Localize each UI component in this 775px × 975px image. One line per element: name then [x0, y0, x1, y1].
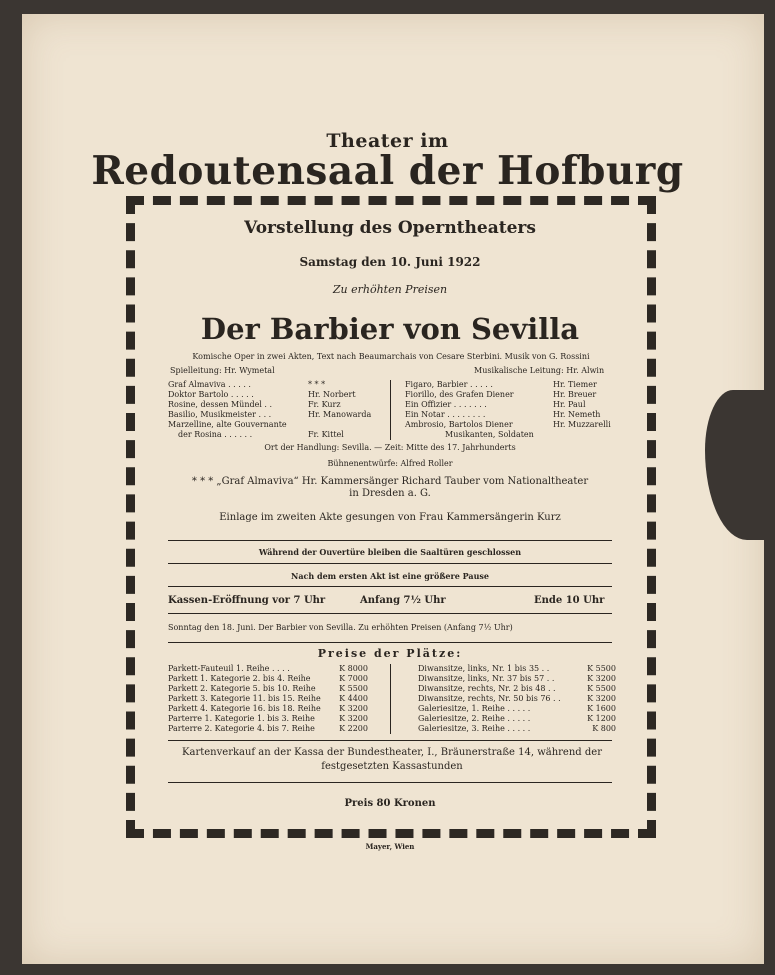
pause-notice: Nach dem ersten Akt ist eine größere Pause	[291, 571, 489, 581]
cast-divider	[390, 380, 391, 440]
cast-right-list	[405, 380, 615, 440]
cast-row: Rosine, dessen Mündel . . Fr. Kurz	[168, 400, 341, 409]
insert-note: Einlage im zweiten Akte gesungen von Frau Kammersängerin Kurz	[219, 512, 561, 523]
prices-title: Preise der Plätze:	[317, 647, 463, 660]
prices-left-list	[168, 664, 368, 734]
cast-row: Musikanten, Soldaten	[445, 430, 534, 439]
cast-row: der Rosina . . . . . . Fr. Kittel	[178, 430, 344, 439]
price-row: Parkett 1. Kategorie 2. bis 4. Reihe K 7000	[168, 674, 368, 683]
price-row: Galeriesitze, 2. Reihe . . . . . K 1200	[418, 714, 616, 723]
performance-heading: Vorstellung des Operntheaters	[244, 218, 536, 238]
price-note: Zu erhöhten Preisen	[332, 283, 448, 296]
performance-date: Samstag den 10. Juni 1922	[299, 255, 481, 269]
price-row: Parkett 2. Kategorie 5. bis 10. Reihe K 5500	[168, 684, 368, 693]
cast-left-list	[168, 380, 378, 440]
sunday-note: Sonntag den 18. Juni. Der Barbier von Sevilla. Zu erhöhten Preisen (Anfang 7½ Uhr)	[168, 623, 513, 632]
cast-row: Ein Offizier . . . . . . . Hr. Paul	[405, 400, 586, 409]
end-time: Ende 10 Uhr	[534, 595, 605, 606]
divider	[168, 540, 612, 541]
printer-mark: Mayer, Wien	[365, 842, 415, 851]
stage-design-line: Bühnenentwürfe: Alfred Roller	[327, 459, 453, 468]
divider	[168, 586, 612, 587]
divider	[168, 642, 612, 643]
divider	[168, 613, 612, 614]
opera-title: Der Barbier von Sevilla	[200, 312, 580, 346]
guest-line-1: * * * „Graf Almaviva“ Hr. Kammersänger Richard Tauber vom Nationaltheater	[191, 476, 589, 487]
prices-right-list	[418, 664, 616, 734]
price-row: Galeriesitze, 1. Reihe . . . . . K 1600	[418, 704, 616, 713]
price-row: Diwansitze, links, Nr. 37 bis 57 . . K 3200	[418, 674, 616, 683]
cast-row: Ambrosio, Bartolos Diener Hr. Muzzarelli	[405, 420, 611, 429]
stage-direction: Spielleitung: Hr. Wymetal	[170, 366, 275, 375]
price-row: Parterre 1. Kategorie 1. bis 3. Reihe K 3200	[168, 714, 368, 723]
prices-divider	[390, 664, 391, 734]
cast-row: Ein Notar . . . . . . . . Hr. Nemeth	[405, 410, 601, 419]
price-row: Parkett-Fauteuil 1. Reihe . . . . K 8000	[168, 664, 368, 673]
opera-subtitle: Komische Oper in zwei Akten, Text nach Beaumarchais von Cesare Sterbini. Musik von G. Rossini	[192, 352, 590, 361]
divider	[168, 563, 612, 564]
program-price: Preis 80 Kronen	[344, 798, 436, 809]
price-row: Galeriesitze, 3. Reihe . . . . . K 800	[418, 724, 616, 733]
ticket-sale-note: Kartenverkauf an der Kassa der Bundestheater, I., Bräunerstraße 14, während der festgesetzten Kassastunden	[182, 747, 602, 772]
cast-row: Graf Almaviva . . . . . * * *	[168, 380, 326, 389]
divider	[168, 740, 612, 741]
setting-line: Ort der Handlung: Sevilla. — Zeit: Mitte des 17. Jahrhunderts	[264, 443, 516, 452]
cast-row: Figaro, Barbier . . . . . Hr. Tiemer	[405, 380, 597, 389]
price-row: Parkett 4. Kategorie 16. bis 18. Reihe K 3200	[168, 704, 368, 713]
divider	[168, 782, 612, 783]
price-row: Diwansitze, rechts, Nr. 2 bis 48 . . K 5500	[418, 684, 616, 693]
musical-direction: Musikalische Leitung: Hr. Alwin	[474, 366, 605, 375]
guest-line-2: in Dresden a. G.	[349, 488, 431, 499]
price-row: Diwansitze, links, Nr. 1 bis 35 . . K 5500	[418, 664, 616, 673]
price-row: Diwansitze, rechts, Nr. 50 bis 76 . . K 3200	[418, 694, 616, 703]
cast-row: Doktor Bartolo . . . . . Hr. Norbert	[168, 390, 356, 399]
start-time: Anfang 7½ Uhr	[360, 595, 446, 606]
price-row: Parterre 2. Kategorie 4. bis 7. Reihe K 2200	[168, 724, 368, 733]
box-office-time: Kassen-Eröffnung vor 7 Uhr	[168, 595, 326, 606]
theater-subheading: Theater im	[326, 130, 449, 152]
price-row: Parkett 3. Kategorie 11. bis 15. Reihe K 4400	[168, 694, 368, 703]
cast-row: Marzelline, alte Gouvernante	[168, 420, 287, 429]
cast-row: Basilio, Musikmeister . . . Hr. Manowarda	[168, 410, 372, 419]
theater-title: Redoutensaal der Hofburg	[91, 148, 684, 194]
overture-notice: Während der Ouvertüre bleiben die Saaltüren geschlossen	[258, 547, 522, 557]
cast-row: Fiorillo, des Grafen Diener Hr. Breuer	[405, 390, 597, 399]
